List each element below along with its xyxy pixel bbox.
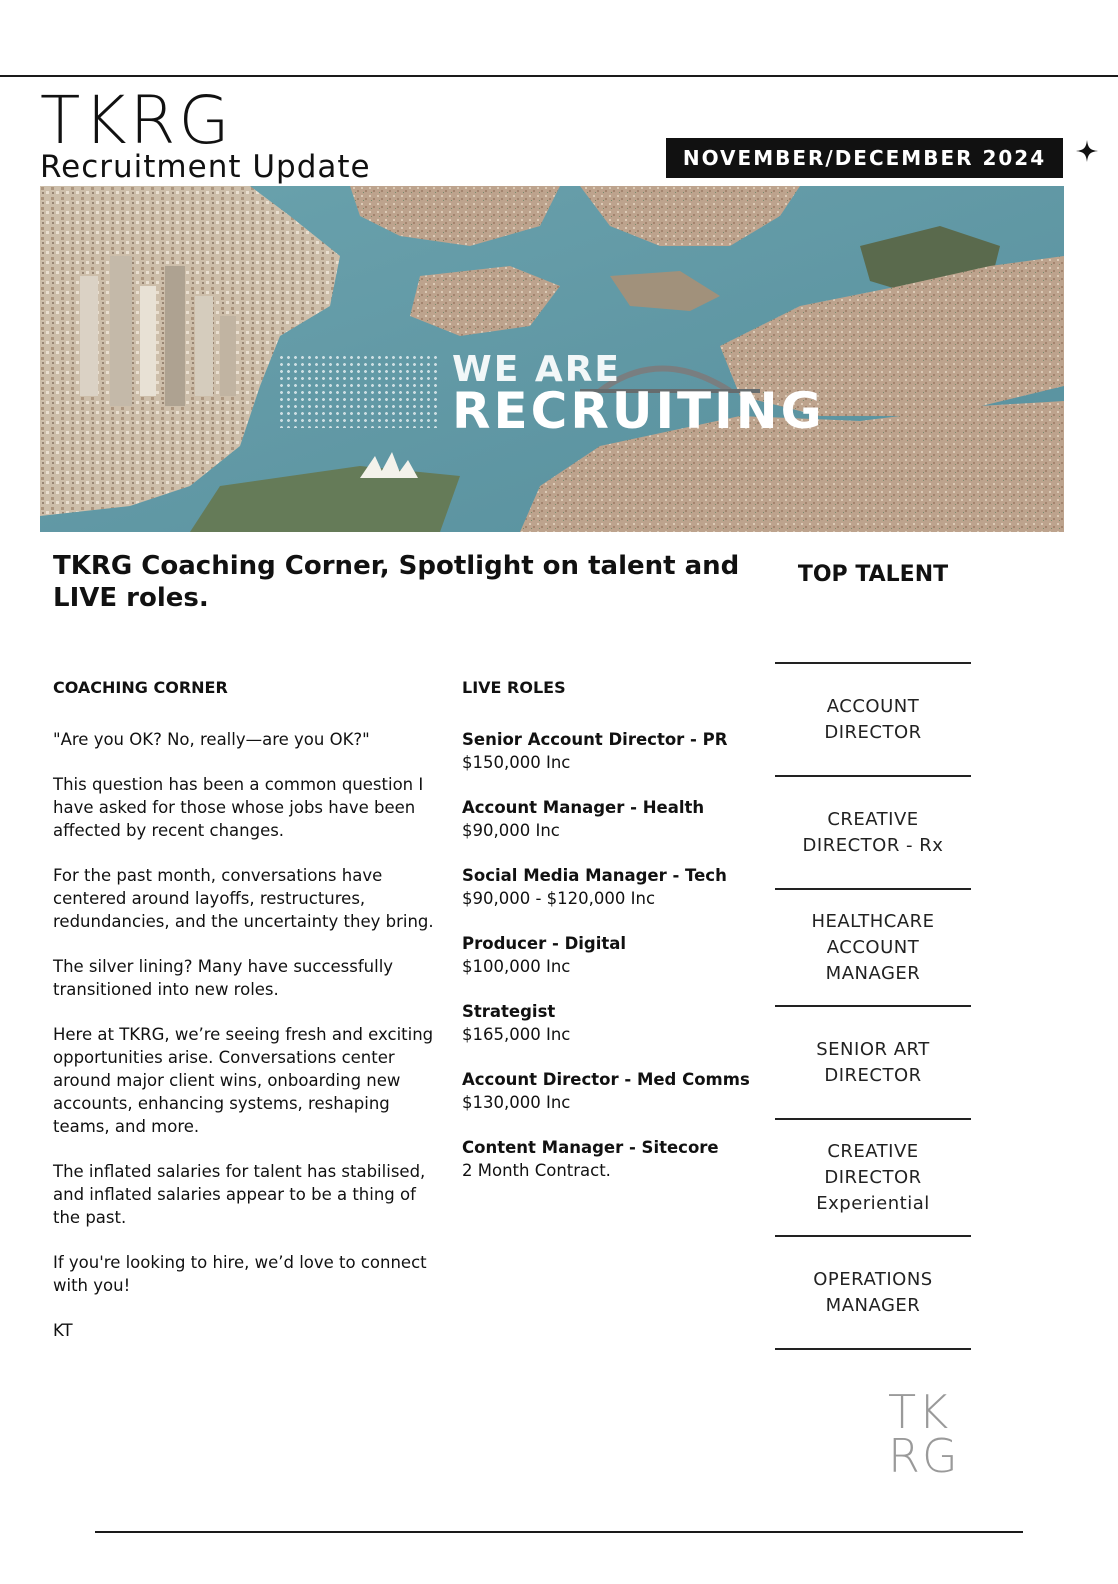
role-title: Senior Account Director - PR	[462, 730, 728, 749]
coaching-paragraph: The silver lining? Many have successfully transitioned into new roles.	[53, 957, 394, 999]
talent-line: DIRECTOR	[824, 1065, 922, 1086]
footer-logo-line-2: RG	[888, 1429, 960, 1483]
role-item	[462, 728, 752, 774]
talent-divider	[775, 888, 971, 890]
role-salary: $100,000 Inc	[462, 957, 571, 976]
role-title: Strategist	[462, 1002, 556, 1021]
role-item	[462, 1000, 752, 1046]
coaching-paragraph: "Are you OK? No, really—are you OK?"	[53, 730, 370, 749]
role-salary: $150,000 Inc	[462, 753, 571, 772]
coaching-paragraph: For the past month, conversations have centered around layoffs, restructures, redundancies, and the uncertainty they bring.	[53, 866, 434, 931]
role-item	[462, 1068, 752, 1114]
four-point-star-icon	[1076, 140, 1098, 162]
talent-item	[775, 1037, 971, 1089]
live-roles-list	[462, 728, 752, 1204]
coaching-signoff: KT	[53, 1321, 73, 1340]
role-item	[462, 932, 752, 978]
top-divider	[0, 75, 1118, 77]
talent-line: DIRECTOR - Rx	[802, 835, 944, 856]
role-item	[462, 796, 752, 842]
role-salary: $90,000 Inc	[462, 821, 560, 840]
talent-divider	[775, 1348, 971, 1350]
role-salary: $165,000 Inc	[462, 1025, 571, 1044]
role-title: Social Media Manager - Tech	[462, 866, 727, 885]
brand-title: TKRG	[40, 82, 233, 159]
date-badge: NOVEMBER/DECEMBER 2024	[666, 138, 1063, 178]
coaching-paragraph: Here at TKRG, we’re seeing fresh and exciting opportunities arise. Conversations center around major client wins, onboarding new accounts, enhancing systems, reshaping teams, and more.	[53, 1025, 434, 1136]
top-talent-title: TOP TALENT	[797, 562, 949, 587]
coaching-corner-body	[53, 728, 438, 1364]
talent-line: ACCOUNT	[826, 696, 920, 717]
role-title: Content Manager - Sitecore	[462, 1138, 719, 1157]
role-item	[462, 864, 752, 910]
coaching-paragraph: This question has been a common question I have asked for those whose jobs have been affected by recent changes.	[53, 775, 424, 840]
talent-line: DIRECTOR	[824, 722, 922, 743]
talent-line: CREATIVE	[827, 809, 919, 830]
bottom-divider	[95, 1531, 1023, 1533]
footer-logo	[888, 1385, 968, 1483]
talent-line: ACCOUNT	[826, 937, 920, 958]
talent-line: CREATIVE	[827, 1141, 919, 1162]
hero-banner	[40, 186, 1064, 532]
live-roles-label: LIVE ROLES	[462, 678, 566, 697]
talent-item	[775, 807, 971, 859]
role-item	[462, 1136, 752, 1182]
talent-divider	[775, 662, 971, 664]
talent-line: HEALTHCARE	[811, 911, 935, 932]
talent-item	[775, 694, 971, 746]
newsletter-subtitle: Recruitment Update	[40, 149, 371, 185]
role-salary: $130,000 Inc	[462, 1093, 571, 1112]
hero-line-2: RECRUITING	[452, 382, 825, 440]
talent-divider	[775, 1005, 971, 1007]
talent-divider	[775, 1235, 971, 1237]
hero-line-1: WE ARE	[452, 349, 622, 390]
role-title: Producer - Digital	[462, 934, 627, 953]
dot-pattern-decoration	[278, 354, 438, 428]
role-salary: $90,000 - $120,000 Inc	[462, 889, 656, 908]
coaching-corner-label: COACHING CORNER	[53, 678, 228, 697]
talent-line: SENIOR ART	[816, 1039, 930, 1060]
role-title: Account Manager - Health	[462, 798, 705, 817]
talent-item	[775, 1139, 971, 1217]
talent-line: OPERATIONS	[813, 1269, 933, 1290]
coaching-paragraph: The inflated salaries for talent has stabilised, and inflated salaries appear to be a thing of the past.	[53, 1162, 426, 1227]
role-title: Account Director - Med Comms	[462, 1070, 750, 1089]
talent-divider	[775, 775, 971, 777]
footer-logo-line-1: TK	[888, 1385, 951, 1439]
talent-item	[775, 909, 971, 987]
talent-line: Experiential	[816, 1193, 930, 1214]
talent-line: DIRECTOR	[824, 1167, 922, 1188]
talent-divider	[775, 1118, 971, 1120]
coaching-paragraph: If you're looking to hire, we’d love to connect with you!	[53, 1253, 427, 1295]
talent-line: MANAGER	[825, 963, 921, 984]
talent-item	[775, 1267, 971, 1319]
page-headline: TKRG Coaching Corner, Spotlight on talent and LIVE roles.	[53, 551, 740, 613]
talent-line: MANAGER	[825, 1295, 921, 1316]
role-salary: 2 Month Contract.	[462, 1161, 611, 1180]
